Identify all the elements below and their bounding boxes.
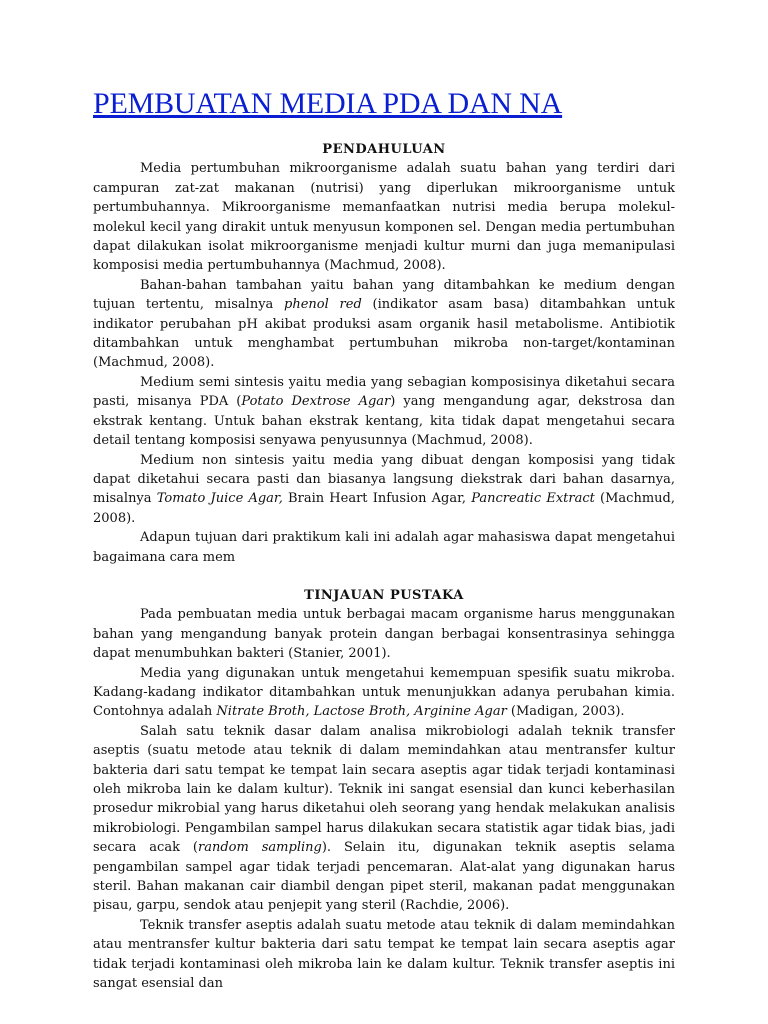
paragraph [93,159,675,275]
text-run: Pada pembuatan media untuk berbagai macam organisme harus menggunakan bahan yang mengandung banyak protein dangan berbagai konsentrasinya sehingga dapat menumbuhkan bakteri (Stanier, 2001). [93,607,675,662]
italic-text: Tomato Juice Agar, [156,491,283,507]
paragraph [93,605,675,663]
text-run: (Madigan, 2003). [506,704,625,720]
text-run: Teknik transfer aseptis adalah suatu metode atau teknik di dalam memindahkan atau mentransfer kultur bakteria dari satu tempat ke tempat lain secara aseptis agar tidak terjadi kontaminasi oleh mikroba lain ke dalam kultur. Teknik transfer aseptis ini sangat esensial dan [93,917,675,992]
text-run: ) yang mengandung agar, dekstrosa dan ekstrak kentang. Untuk bahan ekstrak kentang, kita tidak dapat mengetahui secara detail tentang komposisi senyawa penyusunnya (Machmud, 2008). [93,394,675,449]
text-run: Medium semi sintesis yaitu media yang sebagian komposisinya diketahui secara pasti, misanya PDA ( [93,374,675,410]
paragraph [93,373,675,451]
text-run: Media pertumbuhan mikroorganisme adalah suatu bahan yang terdiri dari campuran zat-zat makanan (nutrisi) yang diperlukan mikroorganisme untuk pertumbuhannya. Mikroorganisme memanfaatkan nutrisi media berupa molekul-molekul kecil yang dirakit untuk menyusun komponen sel. Dengan media pertumbuhan dapat dilakukan isolat mikroorganisme menjadi kultur murni dan juga memanipulasi komposisi media pertumbuhannya (Machmud, 2008). [93,161,675,274]
text-run: Medium non sintesis yaitu media yang dibuat dengan komposisi yang tidak dapat diketahui secara pasti dan biasanya langsung diekstrak dari bahan dasarnya, misalnya [93,452,675,507]
text-run: Salah satu teknik dasar dalam analisa mikrobiologi adalah teknik transfer aseptis (suatu metode atau teknik di dalam memindahkan atau mentransfer kultur bakteria dari satu tempat ke tempat lain secara aseptis agar tidak terjadi kontaminasi oleh mikroba lain ke dalam kultur). Teknik ini sangat esensial dan kunci keberhasilan prosedur mikrobial yang harus diketahui oleh seorang yang hendak melakukan analisis mikrobiologi. Pengambilan sampel harus dilakukan secara statistik agar tidak bias, jadi secara acak ( [93,723,675,856]
text-run: ). Selain itu, digunakan teknik aseptis selama pengambilan sampel agar tidak terjadi pencemaran. Alat-alat yang digunakan harus steril. Bahan makanan cair diambil dengan pipet steril, makanan padat menggunakan pisau, garpu, sendok atau penjepit yang steril (Rachdie, 2006). [93,840,676,914]
paragraph [93,276,675,373]
paragraph [93,664,675,722]
paragraph [93,916,675,994]
document-title[interactable]: PEMBUATAN MEDIA PDA DAN NA [93,87,563,120]
text-run: (indikator asam basa) ditambahkan untuk indikator perubahan pH akibat produksi asam organik hasil metabolisme. Antibiotik ditambahkan untuk menghambat pertumbuhan mikroba non-target/kontaminan (Machmud, 2008). [93,297,676,371]
italic-text: phenol red [284,297,362,313]
italic-text: Nitrate Broth, Lactose Broth, Arginine Agar [216,704,507,720]
text-run: Brain Heart Infusion Agar, [282,491,472,507]
paragraph [93,528,675,567]
paragraph [93,451,675,529]
text-run: Bahan-bahan tambahan yaitu bahan yang ditambahkan ke medium dengan tujuan tertentu, misalnya [93,277,675,313]
document-body [93,140,675,993]
paragraph [93,722,675,916]
section-heading: TINJAUAN PUSTAKA [304,587,464,603]
italic-text: Pancreatic Extract [471,491,595,507]
text-run: (Machmud, 2008). [93,491,675,526]
text-run: Adapun tujuan dari praktikum kali ini adalah agar mahasiswa dapat mengetahui bagaimana cara mem [93,530,675,565]
section-heading: PENDAHULUAN [322,142,446,157]
italic-text: Potato Dextrose Agar [241,394,391,410]
italic-text: random sampling [198,840,322,856]
text-run: Media yang digunakan untuk mengetahui kemempuan spesifik suatu mikroba. Kadang-kadang indikator ditambahkan untuk menunjukkan adanya perubahan kimia. Contohnya adalah [93,665,675,720]
